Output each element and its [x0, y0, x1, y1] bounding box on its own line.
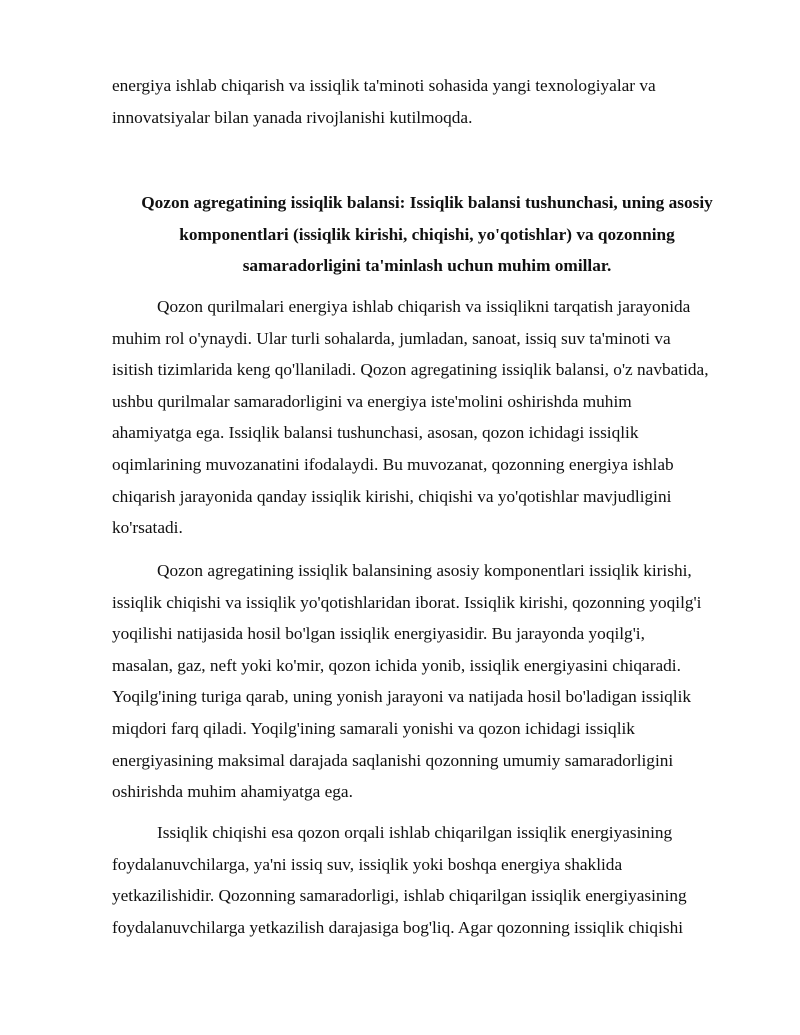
paragraph-line: energiyasining maksimal darajada saqlanishi qozonning umumiy samaradorligini	[112, 750, 674, 770]
paragraph-heat-balance-concept	[112, 291, 748, 544]
paragraph-line: Yoqilg'ining turiga qarab, uning yonish jarayoni va natijada hosil bo'ladigan issiqlik	[112, 687, 692, 707]
paragraph-line: foydalanuvchilarga yetkazilish darajasiga bog'liq. Agar qozonning issiqlik chiqishi	[112, 917, 684, 937]
heading-line: Qozon agregatining issiqlik balansi: Issiqlik balansi tushunchasi, uning asosiy	[141, 193, 713, 212]
heading-line: komponentlari (issiqlik kirishi, chiqishi, yo'qotishlar) va qozonning	[179, 224, 675, 244]
paragraph-line: Qozon agregatining issiqlik balansining asosiy komponentlari issiqlik kirishi,	[157, 561, 692, 580]
intro-paragraph	[112, 70, 748, 133]
paragraph-line: oshirishda muhim ahamiyatga ega.	[112, 782, 353, 802]
section-heading	[112, 187, 742, 282]
intro-line: energiya ishlab chiqarish va issiqlik ta'minoti sohasida yangi texnologiyalar va	[112, 76, 656, 95]
paragraph-line: muhim rol o'ynaydi. Ular turli sohalarda, jumladan, sanoat, issiq suv ta'minoti va	[112, 328, 671, 348]
paragraph-line: ko'rsatadi.	[112, 518, 183, 538]
paragraph-line: ahamiyatga ega. Issiqlik balansi tushunchasi, asosan, qozon ichidagi issiqlik	[112, 423, 639, 443]
paragraph-line: oqimlarining muvozanatini ifodalaydi. Bu muvozanat, qozonning energiya ishlab	[112, 454, 674, 474]
paragraph-line: ushbu qurilmalar samaradorligini va energiya iste'molini oshirishda muhim	[112, 391, 632, 411]
paragraph-line: masalan, gaz, neft yoki ko'mir, qozon ichida yonib, issiqlik energiyasini chiqaradi.	[112, 655, 681, 675]
intro-line: innovatsiyalar bilan yanada rivojlanishi kutilmoqda.	[112, 107, 473, 127]
paragraph-line: Qozon qurilmalari energiya ishlab chiqarish va issiqlikni tarqatish jarayonida	[157, 297, 691, 316]
paragraph-line: miqdori farq qiladi. Yoqilg'ining samarali yonishi va qozon ichidagi issiqlik	[112, 718, 635, 738]
paragraph-line: chiqarish jarayonida qanday issiqlik kirishi, chiqishi va yo'qotishlar mavjudligini	[112, 486, 672, 506]
paragraph-line: isitish tizimlarida keng qo'llaniladi. Qozon agregatining issiqlik balansi, o'z navbatida,	[112, 360, 709, 380]
paragraph-line: Issiqlik chiqishi esa qozon orqali ishlab chiqarilgan issiqlik energiyasining	[157, 823, 673, 842]
paragraph-balance-components	[112, 555, 748, 808]
paragraph-line: yoqilishi natijasida hosil bo'lgan issiqlik energiyasidir. Bu jarayonda yoqilg'i,	[112, 624, 645, 644]
paragraph-line: yetkazilishidir. Qozonning samaradorligi, ishlab chiqarilgan issiqlik energiyasining	[112, 886, 687, 906]
heading-line: samaradorligini ta'minlash uchun muhim omillar.	[242, 256, 612, 276]
paragraph-line: issiqlik chiqishi va issiqlik yo'qotishlaridan iborat. Issiqlik kirishi, qozonning yoqilg'i	[112, 592, 702, 612]
paragraph-line: foydalanuvchilarga, ya'ni issiq suv, issiqlik yoki boshqa energiya shaklida	[112, 854, 623, 874]
paragraph-heat-output	[112, 817, 748, 943]
